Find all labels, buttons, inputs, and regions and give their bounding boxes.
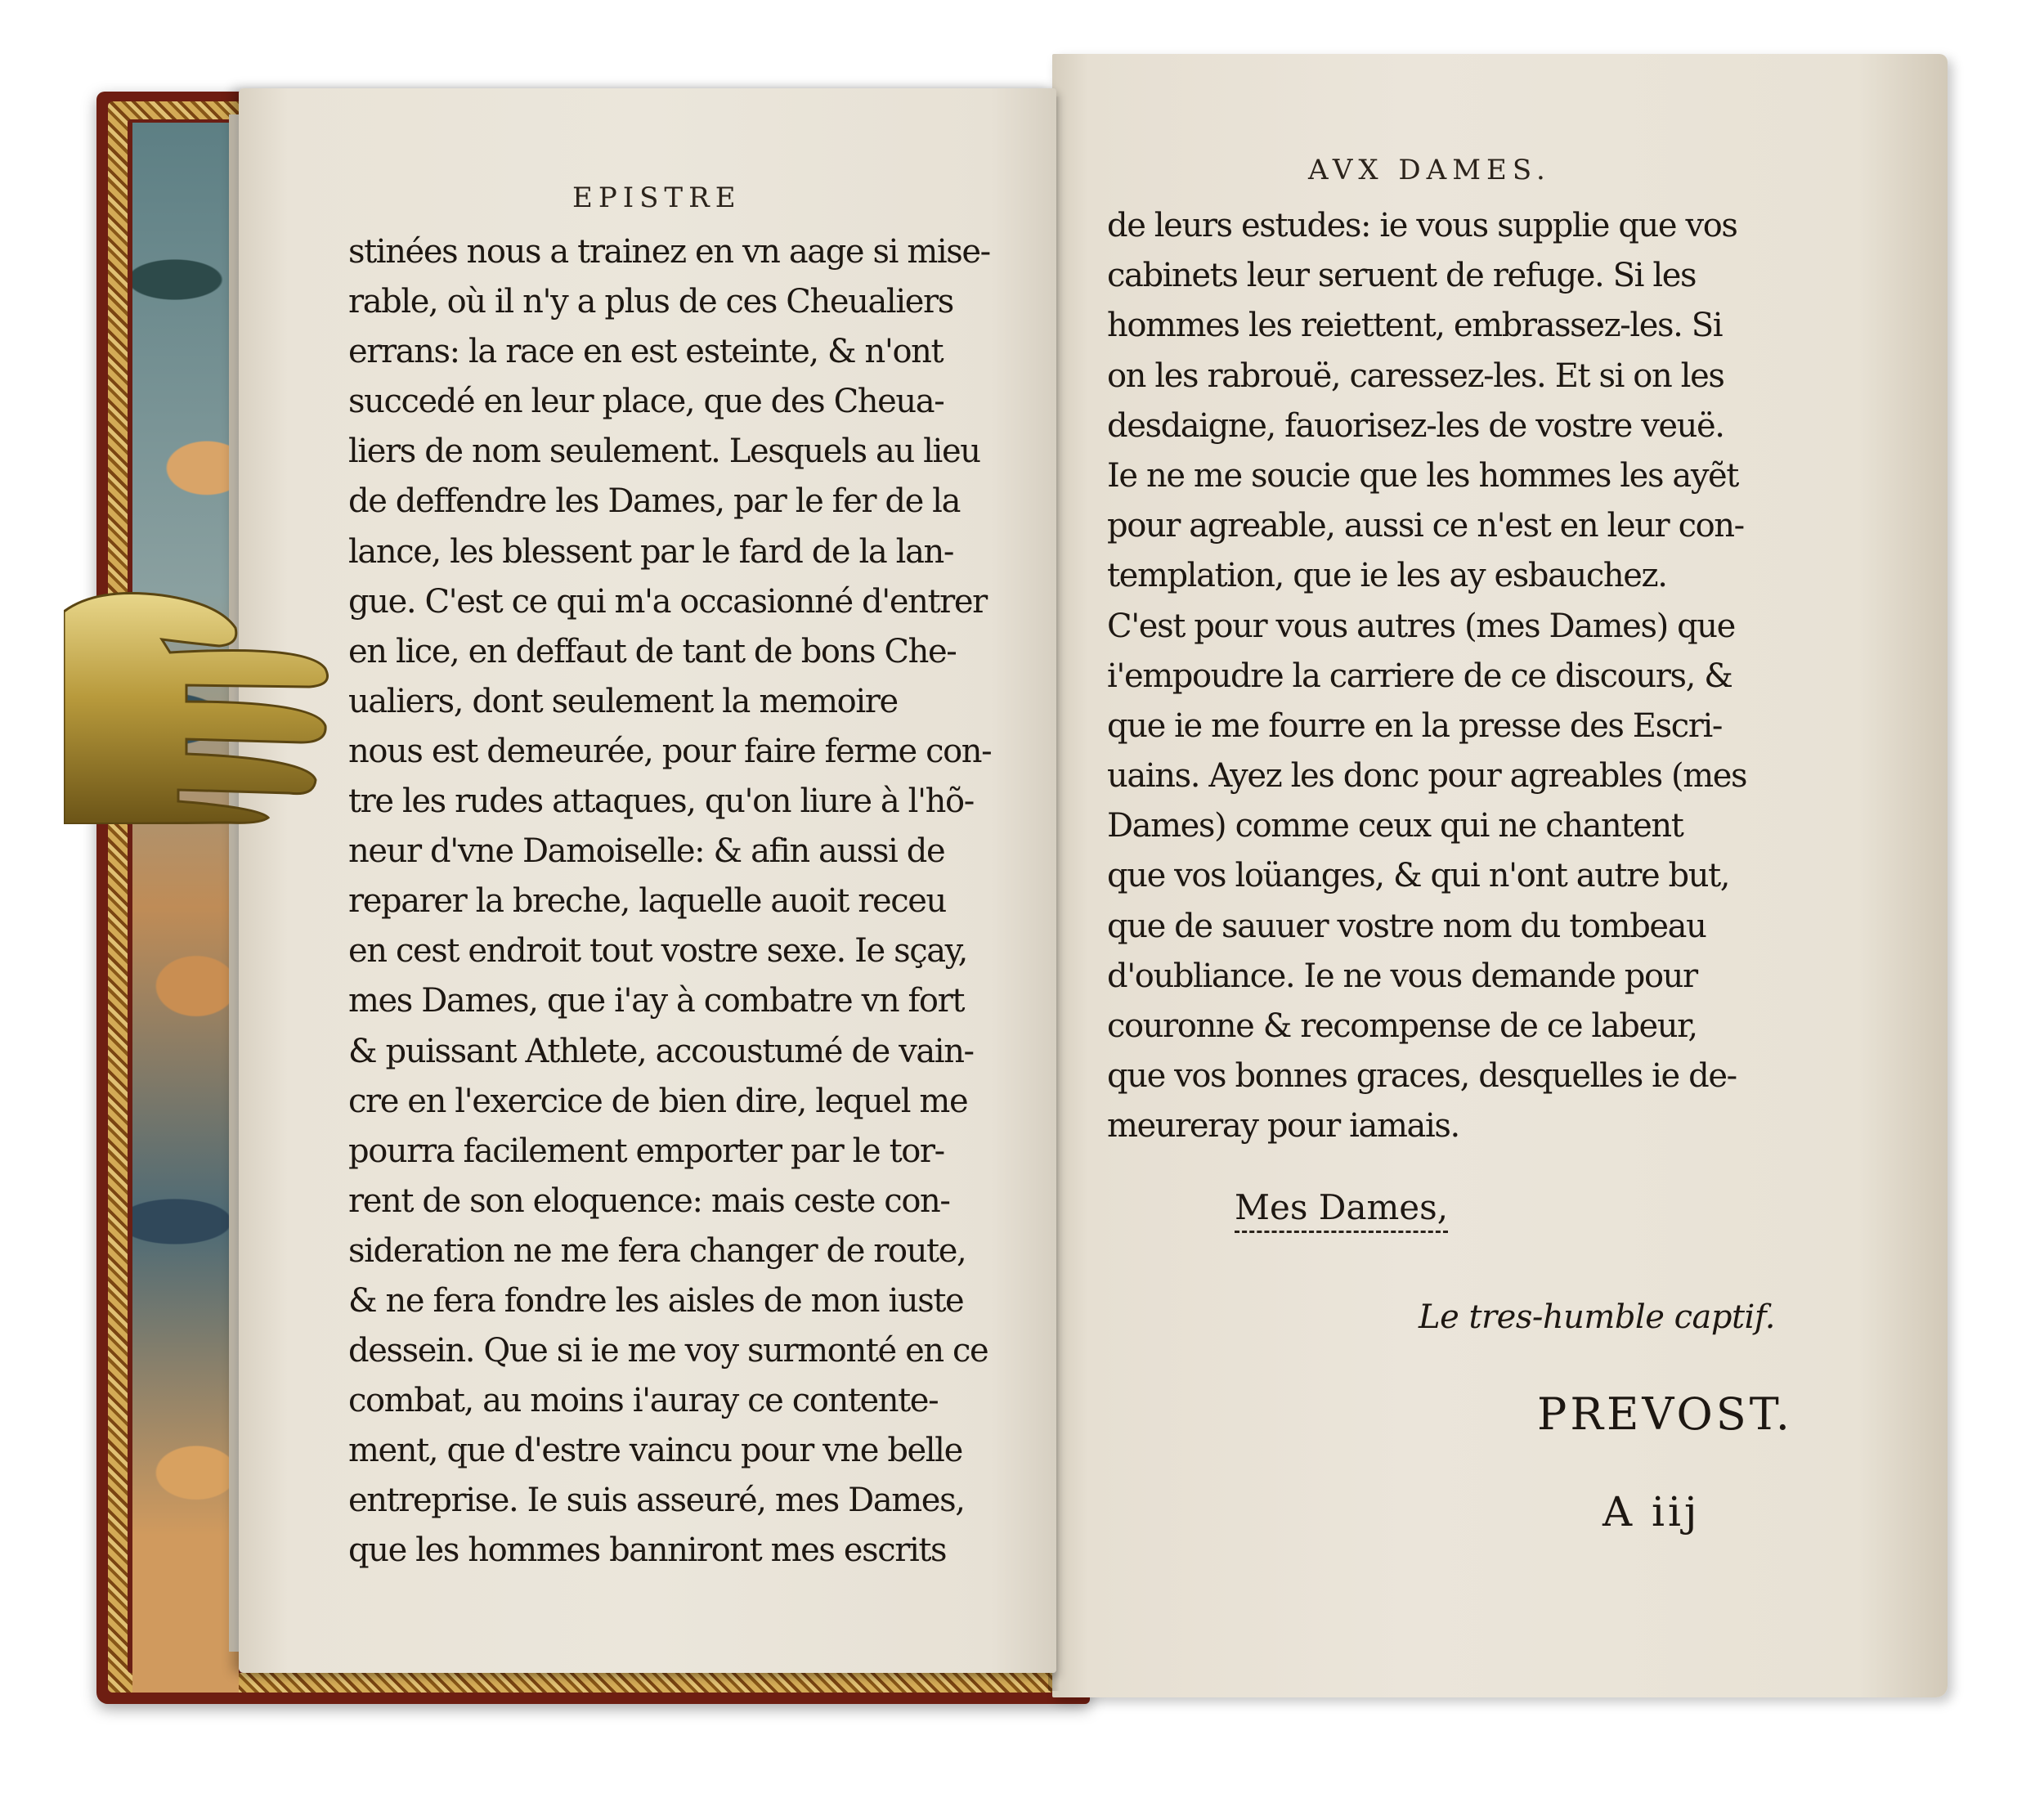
signature-mark: A iij	[1602, 1488, 1701, 1536]
left-page-line: & puissant Athlete, accoustumé de vain-	[348, 1032, 974, 1070]
left-page-line: combat, au moins i'auray ce contente-	[348, 1382, 939, 1420]
right-page-line: couronne & recompense de ce labeur,	[1107, 1007, 1697, 1045]
right-page-line: on les rabrouë, caressez-les. Et si on les	[1107, 356, 1724, 395]
right-page-line: meureray pour iamais.	[1107, 1107, 1459, 1146]
right-page-line: que vos bonnes graces, desquelles ie de-	[1107, 1057, 1737, 1096]
left-page-line: liers de nom seulement. Lesquels au lieu	[348, 433, 980, 471]
right-page-line: pour agreable, aussi ce n'est en leur con-	[1107, 507, 1744, 545]
left-page-line: gue. C'est ce qui m'a occasionné d'entrer	[348, 582, 987, 621]
left-page-line: rable, où il n'y a plus de ces Cheualiers	[348, 283, 953, 321]
left-page-line: cre en l'exercice de bien dire, lequel me	[348, 1082, 968, 1120]
left-page-line: neur d'vne Damoiselle: & afin aussi de	[348, 832, 945, 871]
left-page-line: ment, que d'estre vaincu pour vne belle	[348, 1432, 962, 1470]
left-page-line: succedé en leur place, que des Cheua-	[348, 383, 944, 421]
closing-line: Le tres-humble captif.	[1419, 1298, 1775, 1336]
left-page-line: de deffendre les Dames, par le fer de la	[348, 482, 961, 521]
left-page-text	[348, 227, 991, 1576]
salutation: Mes Dames,	[1235, 1187, 1448, 1233]
left-page-line: ualiers, dont seulement la memoire	[348, 682, 898, 720]
right-page-line: cabinets leur seruent de refuge. Si les	[1107, 257, 1697, 295]
left-page-header: EPISTRE	[572, 182, 742, 214]
right-page-line: de leurs estudes: ie vous supplie que vos	[1107, 207, 1737, 244]
left-page-line: tre les rudes attaques, qu'on liure à l'hõ-	[348, 782, 974, 821]
right-page-line: templation, que ie les ay esbauchez.	[1107, 557, 1667, 595]
right-page-text	[1107, 201, 1746, 1152]
left-page-line: que les hommes banniront mes escrits	[348, 1531, 947, 1570]
right-page-line: hommes les reiettent, embrassez-les. Si	[1107, 307, 1723, 345]
left-page-line: pourra facilement emporter par le tor-	[348, 1132, 944, 1170]
right-page-header: AVX DAMES.	[1308, 154, 1551, 186]
left-page-line: errans: la race en est esteinte, & n'ont	[348, 333, 944, 371]
left-page-line: entreprise. Ie suis asseuré, mes Dames,	[348, 1482, 965, 1520]
left-page-line: en cest endroit tout vostre sexe. Ie sçay,	[348, 932, 967, 971]
marbled-endpaper	[132, 123, 239, 1693]
right-page-line: desdaigne, fauorisez-les de vostre veuë.	[1107, 406, 1724, 445]
right-page-line: d'oubliance. Ie ne vous demande pour	[1107, 957, 1697, 995]
left-page-line: reparer la breche, laquelle auoit receu	[348, 882, 946, 921]
right-page-line: que ie me fourre en la presse des Escri-	[1107, 706, 1722, 745]
left-page-line: lance, les blessent par le fard de la lan-	[348, 532, 953, 571]
right-page-line: C'est pour vous autres (mes Dames) que	[1107, 607, 1735, 645]
brass-hand-bookmark-icon	[64, 579, 334, 824]
left-page-line: dessein. Que si ie me voy surmonté en ce	[348, 1332, 988, 1370]
author-name: PREVOST.	[1537, 1388, 1793, 1440]
left-page-line: stinées nous a trainez en vn aage si mise-	[348, 233, 990, 271]
right-page-line: que vos loüanges, & qui n'ont autre but,	[1107, 857, 1730, 895]
left-page-line: sideration ne me fera changer de route,	[348, 1231, 966, 1270]
left-page-line: nous est demeurée, pour faire ferme con-	[348, 732, 992, 770]
left-page-line: en lice, en deffaut de tant de bons Che-	[348, 632, 957, 670]
left-page-line: mes Dames, que i'ay à combatre vn fort	[348, 982, 964, 1020]
left-page-line: & ne fera fondre les aisles de mon iuste	[348, 1281, 964, 1320]
right-page-line: uains. Ayez les donc pour agreables (mes	[1107, 757, 1747, 796]
right-page-line: Ie ne me soucie que les hommes les ayẽt	[1107, 456, 1738, 495]
right-page-line: Dames) comme ceux qui ne chantent	[1107, 807, 1683, 845]
right-page-line: que de sauuer vostre nom du tombeau	[1107, 907, 1706, 945]
right-page-line: i'empoudre la carriere de ce discours, &	[1107, 657, 1732, 695]
left-page-line: rent de son eloquence: mais ceste con-	[348, 1181, 950, 1220]
